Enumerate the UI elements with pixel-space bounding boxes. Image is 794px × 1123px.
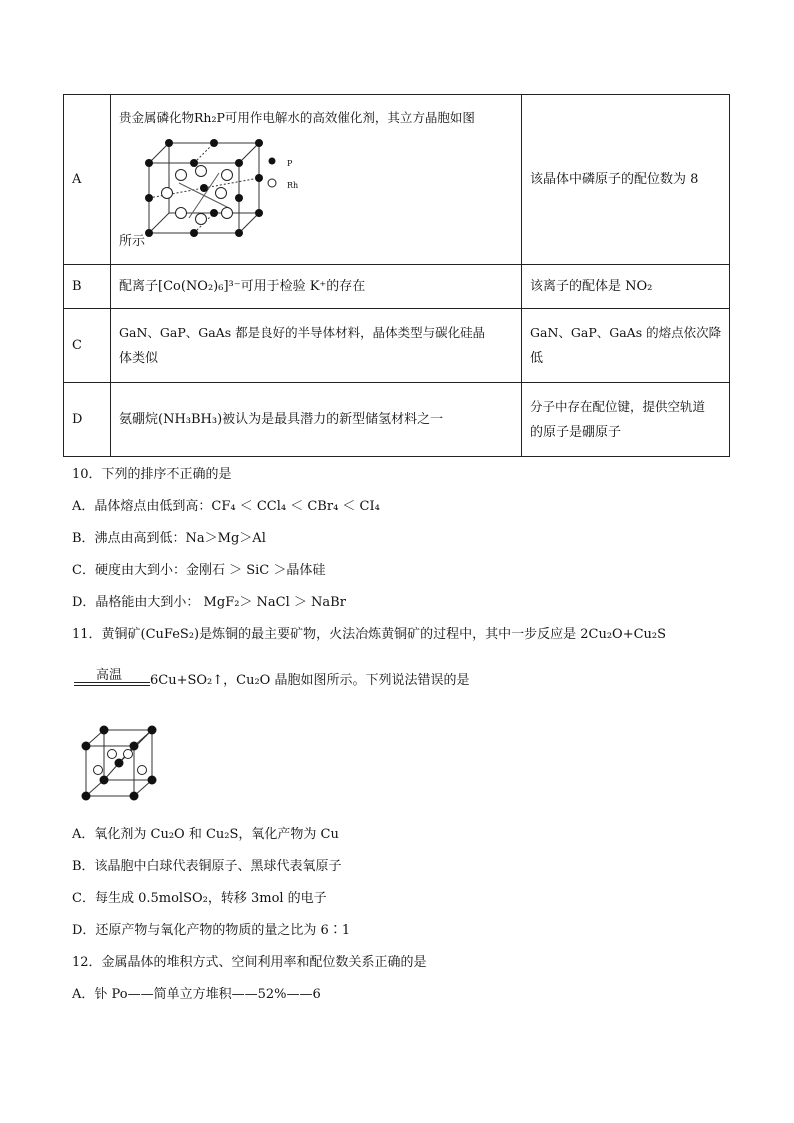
p-atom bbox=[255, 174, 263, 182]
rh-atom bbox=[222, 170, 233, 181]
p-atom bbox=[190, 229, 198, 237]
cu-atom bbox=[124, 750, 133, 759]
row-description: 配离子[Co(NO₂)₆]³⁻可用于检验 K⁺的存在 bbox=[111, 265, 522, 309]
p-atom bbox=[165, 139, 173, 147]
p-atom bbox=[190, 159, 198, 167]
p-atom bbox=[235, 159, 243, 167]
rh2p-unit-cell-diagram bbox=[139, 133, 279, 243]
options-table bbox=[63, 94, 730, 457]
q11-stem-line2: 6Cu+SO₂↑，Cu₂O 晶胞如图所示。下列说法错误的是 bbox=[150, 673, 470, 688]
q10-option-a: A．晶体熔点由低到高：CF₄ ＜ CCl₄ ＜ CBr₄ ＜ CI₄ bbox=[72, 499, 380, 514]
desc-line: GaN、GaP、GaAs 都是良好的半导体材料，晶体类型与碳化硅晶 bbox=[119, 324, 486, 340]
reaction-condition: 高温 bbox=[96, 668, 123, 683]
o-atom bbox=[115, 759, 124, 768]
table-row-d bbox=[64, 383, 730, 457]
q11-option-a: A．氧化剂为 Cu₂O 和 Cu₂S，氧化产物为 Cu bbox=[72, 827, 339, 842]
reaction-arrow-line bbox=[74, 685, 150, 686]
o-atom bbox=[130, 742, 139, 751]
p-atom bbox=[235, 229, 243, 237]
p-atom bbox=[235, 194, 243, 202]
row-statement bbox=[522, 309, 730, 383]
q12-stem: 12．金属晶体的堆积方式、空间利用率和配位数关系正确的是 bbox=[72, 955, 427, 970]
row-statement: 该晶体中磷原子的配位数为 8 bbox=[522, 95, 730, 265]
rh-atom bbox=[196, 214, 207, 225]
statement-line: 低 bbox=[530, 350, 544, 366]
p-atom bbox=[145, 159, 153, 167]
o-atom bbox=[82, 792, 91, 801]
row-label: D bbox=[64, 383, 111, 457]
p-atom bbox=[145, 194, 153, 202]
row-statement bbox=[522, 383, 730, 457]
q11-stem-line1: 11．黄铜矿(CuFeS₂)是炼铜的最主要矿物，火法冶炼黄铜矿的过程中，其中一步反应是 2Cu₂O+Cu₂S bbox=[72, 627, 667, 642]
o-atom bbox=[100, 776, 109, 785]
legend-p-label: P bbox=[287, 159, 293, 168]
q10-option-d: D．晶格能由大到小： MgF₂＞ NaCl ＞ NaBr bbox=[72, 595, 346, 610]
p-atom bbox=[210, 139, 218, 147]
legend-rh-icon bbox=[268, 179, 276, 187]
q10-option-c: C．硬度由大到小：金刚石 ＞ SiC ＞晶体硅 bbox=[72, 563, 326, 578]
q10-stem: 10．下列的排序不正确的是 bbox=[72, 467, 232, 482]
rh-atom bbox=[222, 208, 233, 219]
p-atom bbox=[145, 229, 153, 237]
rh-atom bbox=[196, 166, 207, 177]
q11-option-c: C．每生成 0.5molSO₂，转移 3mol 的电子 bbox=[72, 891, 327, 906]
row-label: B bbox=[64, 265, 111, 309]
p-atom bbox=[255, 139, 263, 147]
row-description bbox=[111, 95, 522, 265]
table-row-a bbox=[64, 95, 730, 265]
desc-line: 所示 bbox=[119, 234, 146, 249]
q11-option-b: B．该晶胞中白球代表铜原子、黑球代表氧原子 bbox=[72, 859, 342, 874]
o-atom bbox=[82, 742, 91, 751]
rh-atom bbox=[216, 188, 227, 199]
statement-line: 的原子是硼原子 bbox=[530, 424, 622, 440]
table-row-b bbox=[64, 265, 730, 309]
o-atom bbox=[100, 726, 109, 735]
desc-line: 贵金属磷化物Rh₂P可用作电解水的高效催化剂，其立方晶胞如图 bbox=[119, 110, 475, 125]
p-atom bbox=[210, 209, 218, 217]
cu-atom bbox=[108, 750, 117, 759]
legend-p-icon bbox=[269, 158, 276, 165]
q11-option-d: D．还原产物与氧化产物的物质的量之比为 6∶1 bbox=[72, 923, 351, 938]
rh-atom bbox=[176, 208, 187, 219]
row-statement: 该离子的配体是 NO₂ bbox=[522, 265, 730, 309]
reaction-arrow-line bbox=[74, 682, 150, 683]
p-atom bbox=[255, 209, 263, 217]
row-label: C bbox=[64, 309, 111, 383]
o-atom bbox=[148, 726, 157, 735]
rh-atom bbox=[176, 170, 187, 181]
row-label: A bbox=[64, 95, 111, 265]
cu-atom bbox=[138, 766, 147, 775]
statement-line: GaN、GaP、GaAs 的熔点依次降 bbox=[530, 324, 722, 340]
o-atom bbox=[130, 792, 139, 801]
p-atom bbox=[200, 184, 208, 192]
row-description bbox=[111, 309, 522, 383]
row-description: 氨硼烷(NH₃BH₃)被认为是最具潜力的新型储氢材料之一 bbox=[111, 383, 522, 457]
cu-atom bbox=[94, 766, 103, 775]
q10-option-b: B．沸点由高到低：Na＞Mg＞Al bbox=[72, 531, 266, 546]
legend-rh-label: Rh bbox=[287, 181, 299, 190]
table-row-c bbox=[64, 309, 730, 383]
statement-line: 分子中存在配位键，提供空轨道 bbox=[530, 398, 706, 414]
q12-option-a: A．钋 Po——简单立方堆积——52%——6 bbox=[72, 987, 321, 1002]
rh-atom bbox=[162, 188, 173, 199]
desc-line: 体类似 bbox=[119, 350, 159, 366]
cu2o-unit-cell-diagram bbox=[76, 724, 166, 810]
o-atom bbox=[148, 776, 157, 785]
